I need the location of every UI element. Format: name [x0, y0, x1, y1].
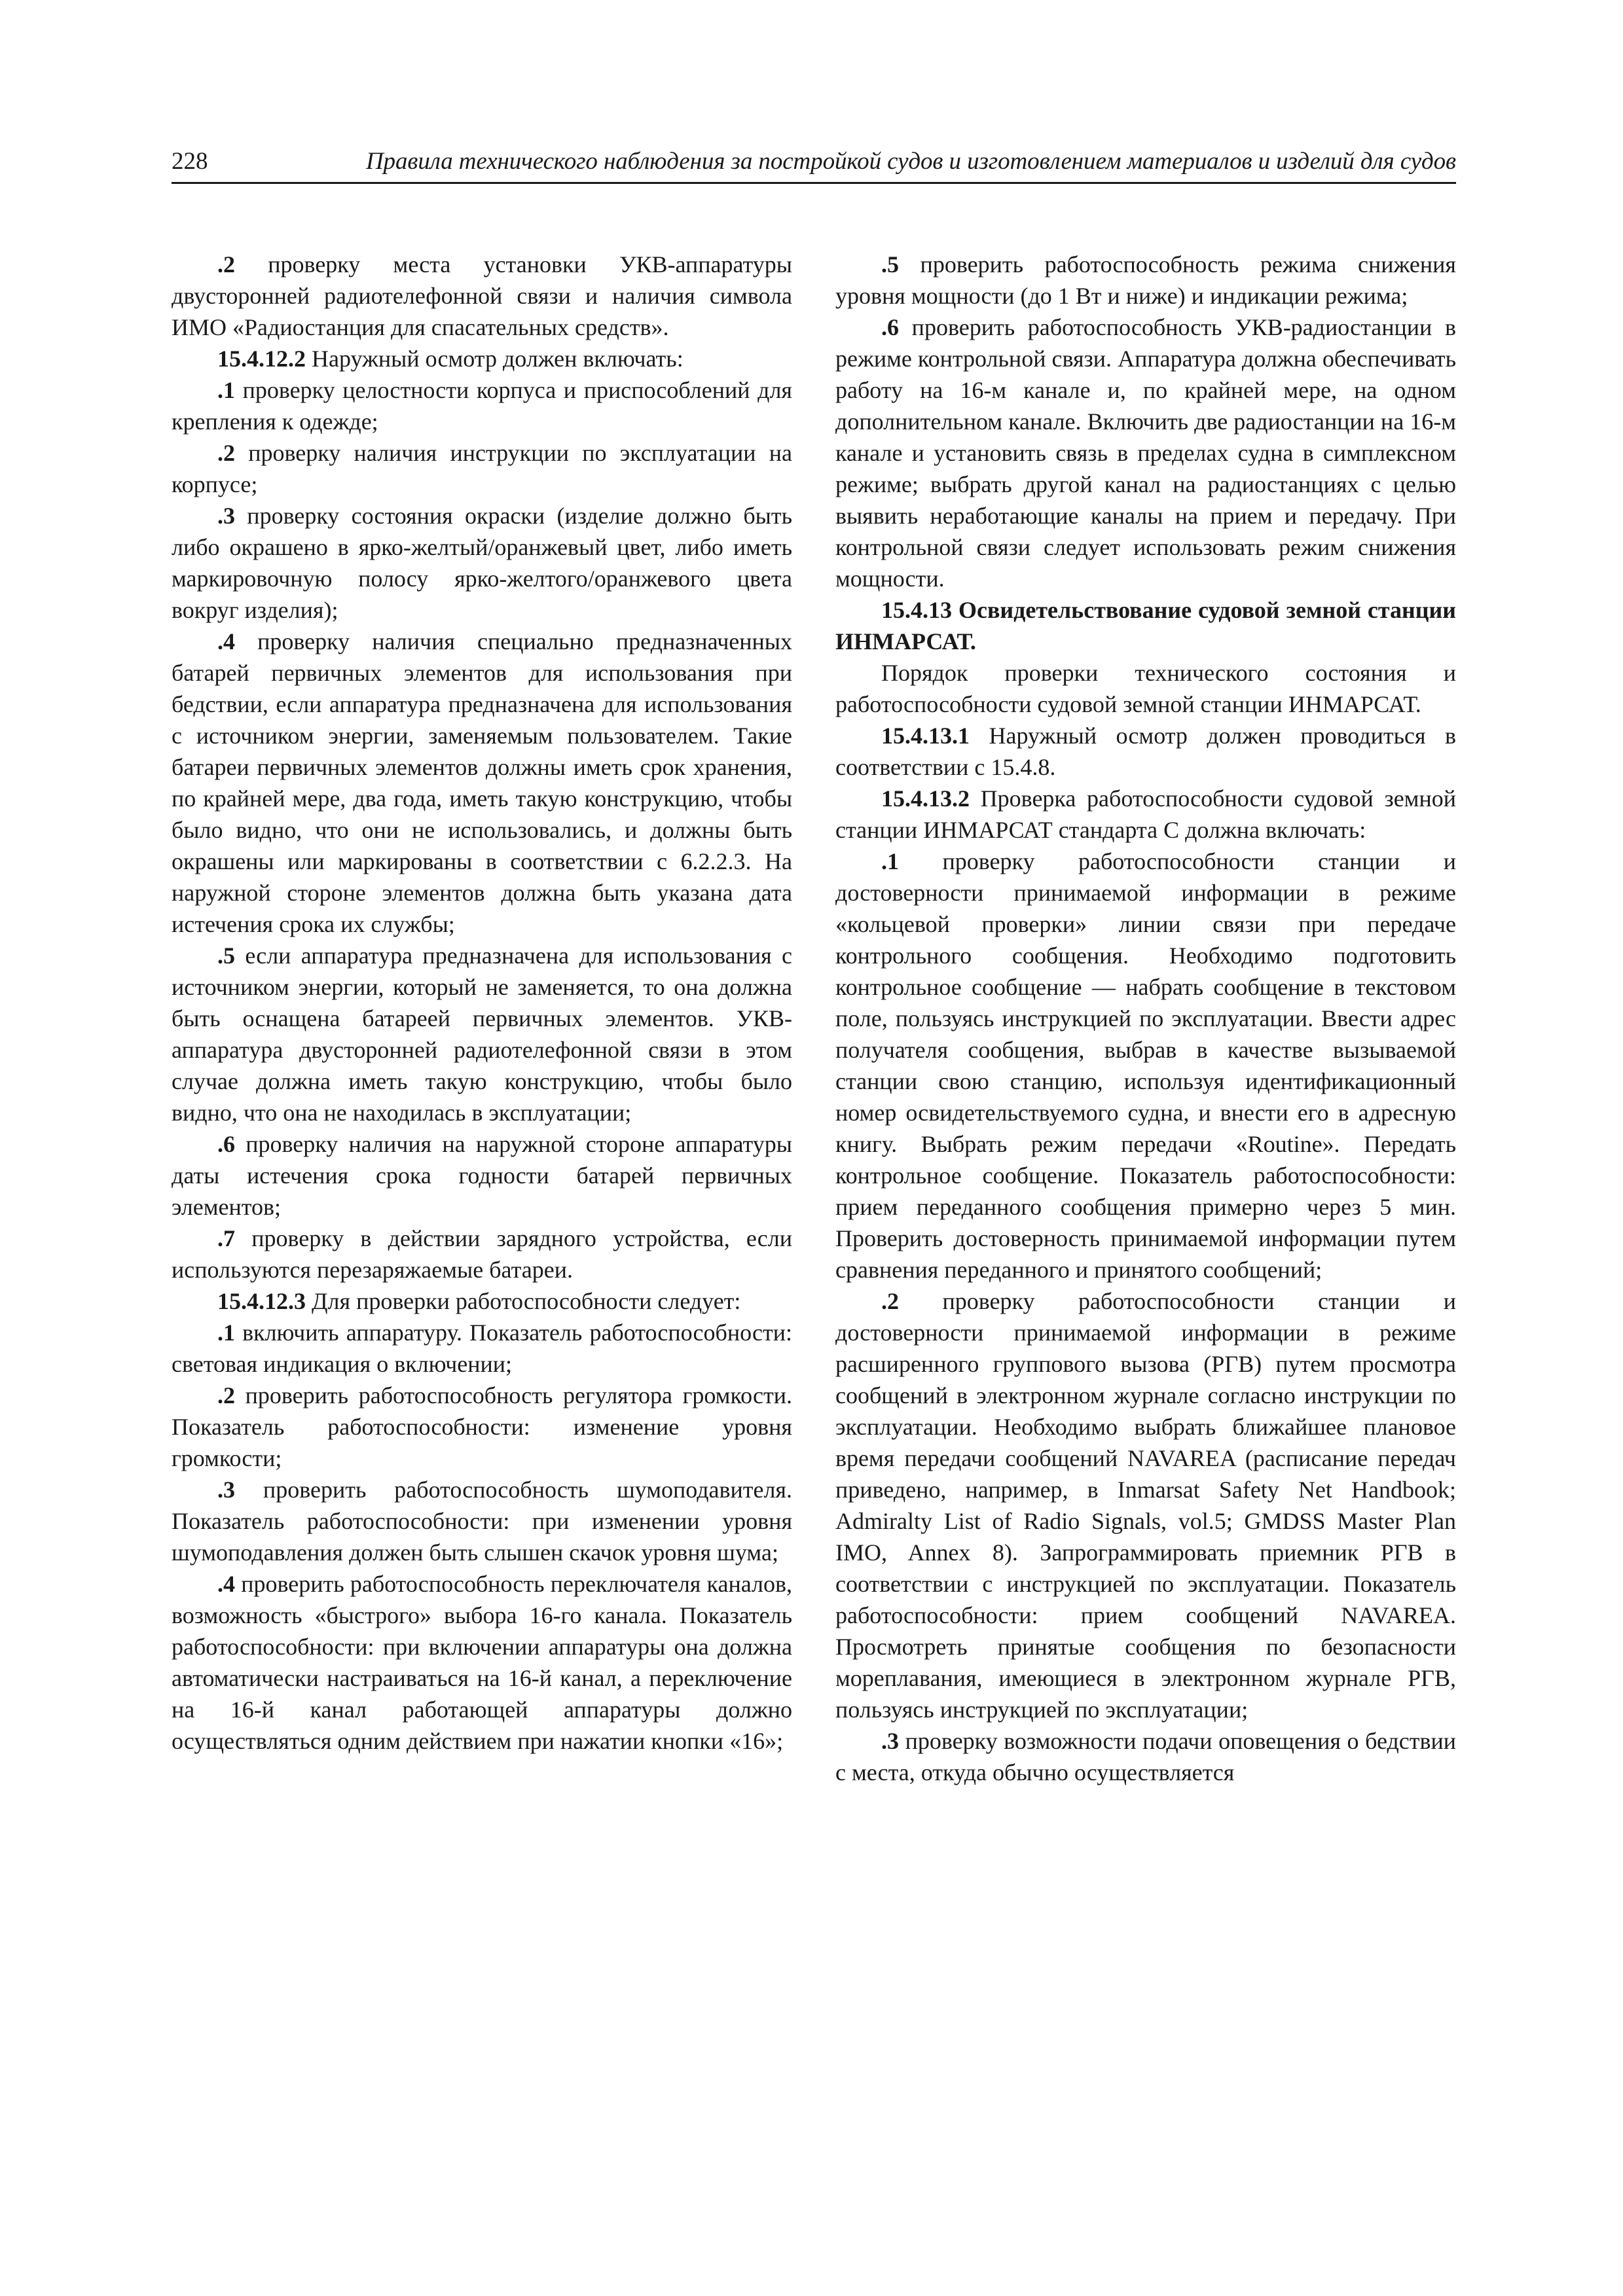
section-heading	[835, 594, 1456, 657]
paragraph-text: проверить работоспособность шумоподавителя. Показатель работоспособности: при изменении уровня шумоподавления должен быть слышен скачок уровня шума;	[172, 1477, 792, 1566]
paragraph	[835, 846, 1456, 1285]
item-number: .3	[217, 1477, 235, 1503]
item-number: .1	[217, 1319, 235, 1346]
paragraph	[172, 1285, 792, 1317]
paragraph	[172, 940, 792, 1128]
paragraph	[835, 657, 1456, 720]
item-number: .6	[217, 1131, 235, 1157]
page-header	[172, 145, 1456, 184]
paragraph	[172, 626, 792, 940]
paragraph	[835, 249, 1456, 312]
item-number: .7	[217, 1225, 235, 1251]
paragraph-text: Проверка работоспособности судовой земной станции ИНМАРСАТ стандарта С должна включать:	[835, 785, 1456, 843]
right-column	[835, 249, 1456, 1788]
page-number: 228	[172, 148, 208, 175]
left-column	[172, 249, 792, 1757]
paragraph	[835, 783, 1456, 846]
paragraph	[835, 720, 1456, 783]
item-number: .1	[881, 848, 899, 874]
paragraph	[172, 343, 792, 374]
paragraph	[835, 312, 1456, 594]
running-title: Правила технического наблюдения за постройкой судов и изготовлением материалов и изделий для судов	[365, 148, 1456, 175]
paragraph-text: проверку возможности подачи оповещения о бедствии с места, откуда обычно осуществляется	[835, 1728, 1456, 1785]
paragraph-text: проверку целостности корпуса и приспособлений для крепления к одежде;	[172, 377, 792, 435]
paragraph-text: если аппаратура предназначена для использования с источником энергии, который не заменяется, то она должна быть оснащена батареей первичных элементов. УКВ-аппаратура двусторонней радиотелефонной связи в этом случае должна иметь такую конструкцию, чтобы было видно, что она не находилась в эксплуатации;	[172, 942, 792, 1126]
item-number: .4	[217, 628, 235, 655]
item-number: .6	[881, 314, 899, 340]
section-number: 15.4.12.3	[217, 1288, 306, 1314]
section-number: 15.4.12.2	[217, 346, 306, 372]
paragraph	[172, 500, 792, 626]
item-number: .3	[881, 1728, 899, 1754]
paragraph	[172, 249, 792, 343]
paragraph	[172, 1380, 792, 1474]
paragraph-text: Наружный осмотр должен включать:	[306, 346, 684, 372]
item-number: .5	[217, 942, 235, 969]
item-number: .1	[217, 377, 235, 403]
paragraph-text: проверить работоспособность УКВ-радиостанции в режиме контрольной связи. Аппаратура должна обеспечивать работу на 16-м канале и, по крайней мере, на одном дополнительном канале. Включить две радиостанции на 16-м канале и установить связь в пределах судна в симплексном режиме; выбрать другой канал на радиостанциях с целью выявить неработающие каналы на прием и передачу. При контрольной связи следует использовать режим снижения мощности.	[835, 314, 1456, 592]
paragraph-text: проверку работоспособности станции и достоверности принимаемой информации в режиме «кольцевой проверки» линии связи при передаче контрольного сообщения. Необходимо подготовить контрольное сообщение — набрать сообщение в текстовом поле, пользуясь инструкцией по эксплуатации. Ввести адрес получателя сообщения, выбрав в качестве вызываемой станции свою станцию, используя идентификационный номер освидетельствуемого судна, и внести его в адресную книгу. Выбрать режим передачи «Routine». Передать контрольное сообщение. Показатель работоспособности: прием переданного сообщения примерно через 5 мин. Проверить достоверность принимаемой информации путем сравнения переданного и принятого сообщений;	[835, 848, 1456, 1283]
paragraph-text: проверку работоспособности станции и достоверности принимаемой информации в режиме расширенного группового вызова (РГВ) путем просмотра сообщений в электронном журнале согласно инструкции по эксплуатации. Необходимо выбрать ближайшее плановое время передачи сообщений NAVAREA (расписание передач приведено, например, в Inmarsat Safety Net Handbook; Admiralty List of Radio Signals, vol.5; GMDSS Master Plan IMO, Annex 8). Запрограммировать приемник РГВ в соответствии с инструкцией по эксплуатации. Показатель работоспособности: прием сообщений NAVAREA. Просмотреть принятые сообщения по безопасности мореплавания, имеющиеся в электронном журнале РГВ, пользуясь инструкцией по эксплуатации;	[835, 1288, 1456, 1723]
section-heading-text: 15.4.13 Освидетельствование судовой земной станции ИНМАРСАТ.	[835, 597, 1456, 655]
item-number: .5	[881, 251, 899, 278]
paragraph	[172, 1568, 792, 1757]
paragraph-text: проверку наличия специально предназначенных батарей первичных элементов для использования при бедствии, если аппаратура предназначена для использования с источником энергии, заменяемым пользователем. Такие батареи первичных элементов должны иметь срок хранения, по крайней мере, два года, иметь такую конструкцию, чтобы было видно, что они не использовались, и должны быть окрашены или маркированы в соответствии с 6.2.2.3. На наружной стороне элементов должна быть указана дата истечения срока их службы;	[172, 628, 792, 937]
item-number: .2	[881, 1288, 899, 1314]
paragraph-text: проверить работоспособность регулятора громкости. Показатель работоспособности: изменение уровня громкости;	[172, 1382, 792, 1471]
paragraph	[172, 374, 792, 437]
item-number: .2	[217, 440, 235, 466]
item-number: .2	[217, 251, 235, 278]
paragraph-text: проверку наличия на наружной стороне аппаратуры даты истечения срока годности батарей первичных элементов;	[172, 1131, 792, 1220]
paragraph	[835, 1725, 1456, 1788]
paragraph-text: Порядок проверки технического состояния и работоспособности судовой земной станции ИНМАРСАТ.	[835, 660, 1456, 717]
section-number: 15.4.13.2	[881, 785, 970, 812]
item-number: .2	[217, 1382, 235, 1408]
paragraph-text: Для проверки работоспособности следует:	[306, 1288, 741, 1314]
item-number: .4	[217, 1571, 235, 1597]
paragraph-text: проверку состояния окраски (изделие должно быть либо окрашено в ярко-желтый/оранжевый цвет, либо иметь маркировочную полосу ярко-желтого/оранжевого цвета вокруг изделия);	[172, 503, 792, 623]
paragraph-text: Наружный осмотр должен проводиться в соответствии с 15.4.8.	[835, 723, 1456, 780]
paragraph	[172, 1223, 792, 1285]
paragraph-text: проверку в действии зарядного устройства, если используются перезаряжаемые батареи.	[172, 1225, 792, 1283]
paragraph-text: проверку наличия инструкции по эксплуатации на корпусе;	[172, 440, 792, 497]
paragraph	[172, 1474, 792, 1568]
paragraph	[835, 1285, 1456, 1725]
paragraph-text: проверить работоспособность переключателя каналов, возможность «быстрого» выбора 16-го канала. Показатель работоспособности: при включении аппаратуры она должна автоматически настраиваться на 16-й канал, а переключение на 16-й канал работающей аппаратуры должно осуществляться одним действием при нажатии кнопки «16»;	[172, 1571, 792, 1754]
paragraph	[172, 1317, 792, 1380]
paragraph-text: проверку места установки УКВ-аппаратуры двусторонней радиотелефонной связи и наличия символа ИМО «Радиостанция для спасательных средств».	[172, 251, 792, 340]
paragraph-text: проверить работоспособность режима снижения уровня мощности (до 1 Вт и ниже) и индикации режима;	[835, 251, 1456, 309]
paragraph	[172, 437, 792, 500]
section-number: 15.4.13.1	[881, 723, 970, 749]
item-number: .3	[217, 503, 235, 529]
paragraph-text: включить аппаратуру. Показатель работоспособности: световая индикация о включении;	[172, 1319, 792, 1377]
paragraph	[172, 1128, 792, 1223]
